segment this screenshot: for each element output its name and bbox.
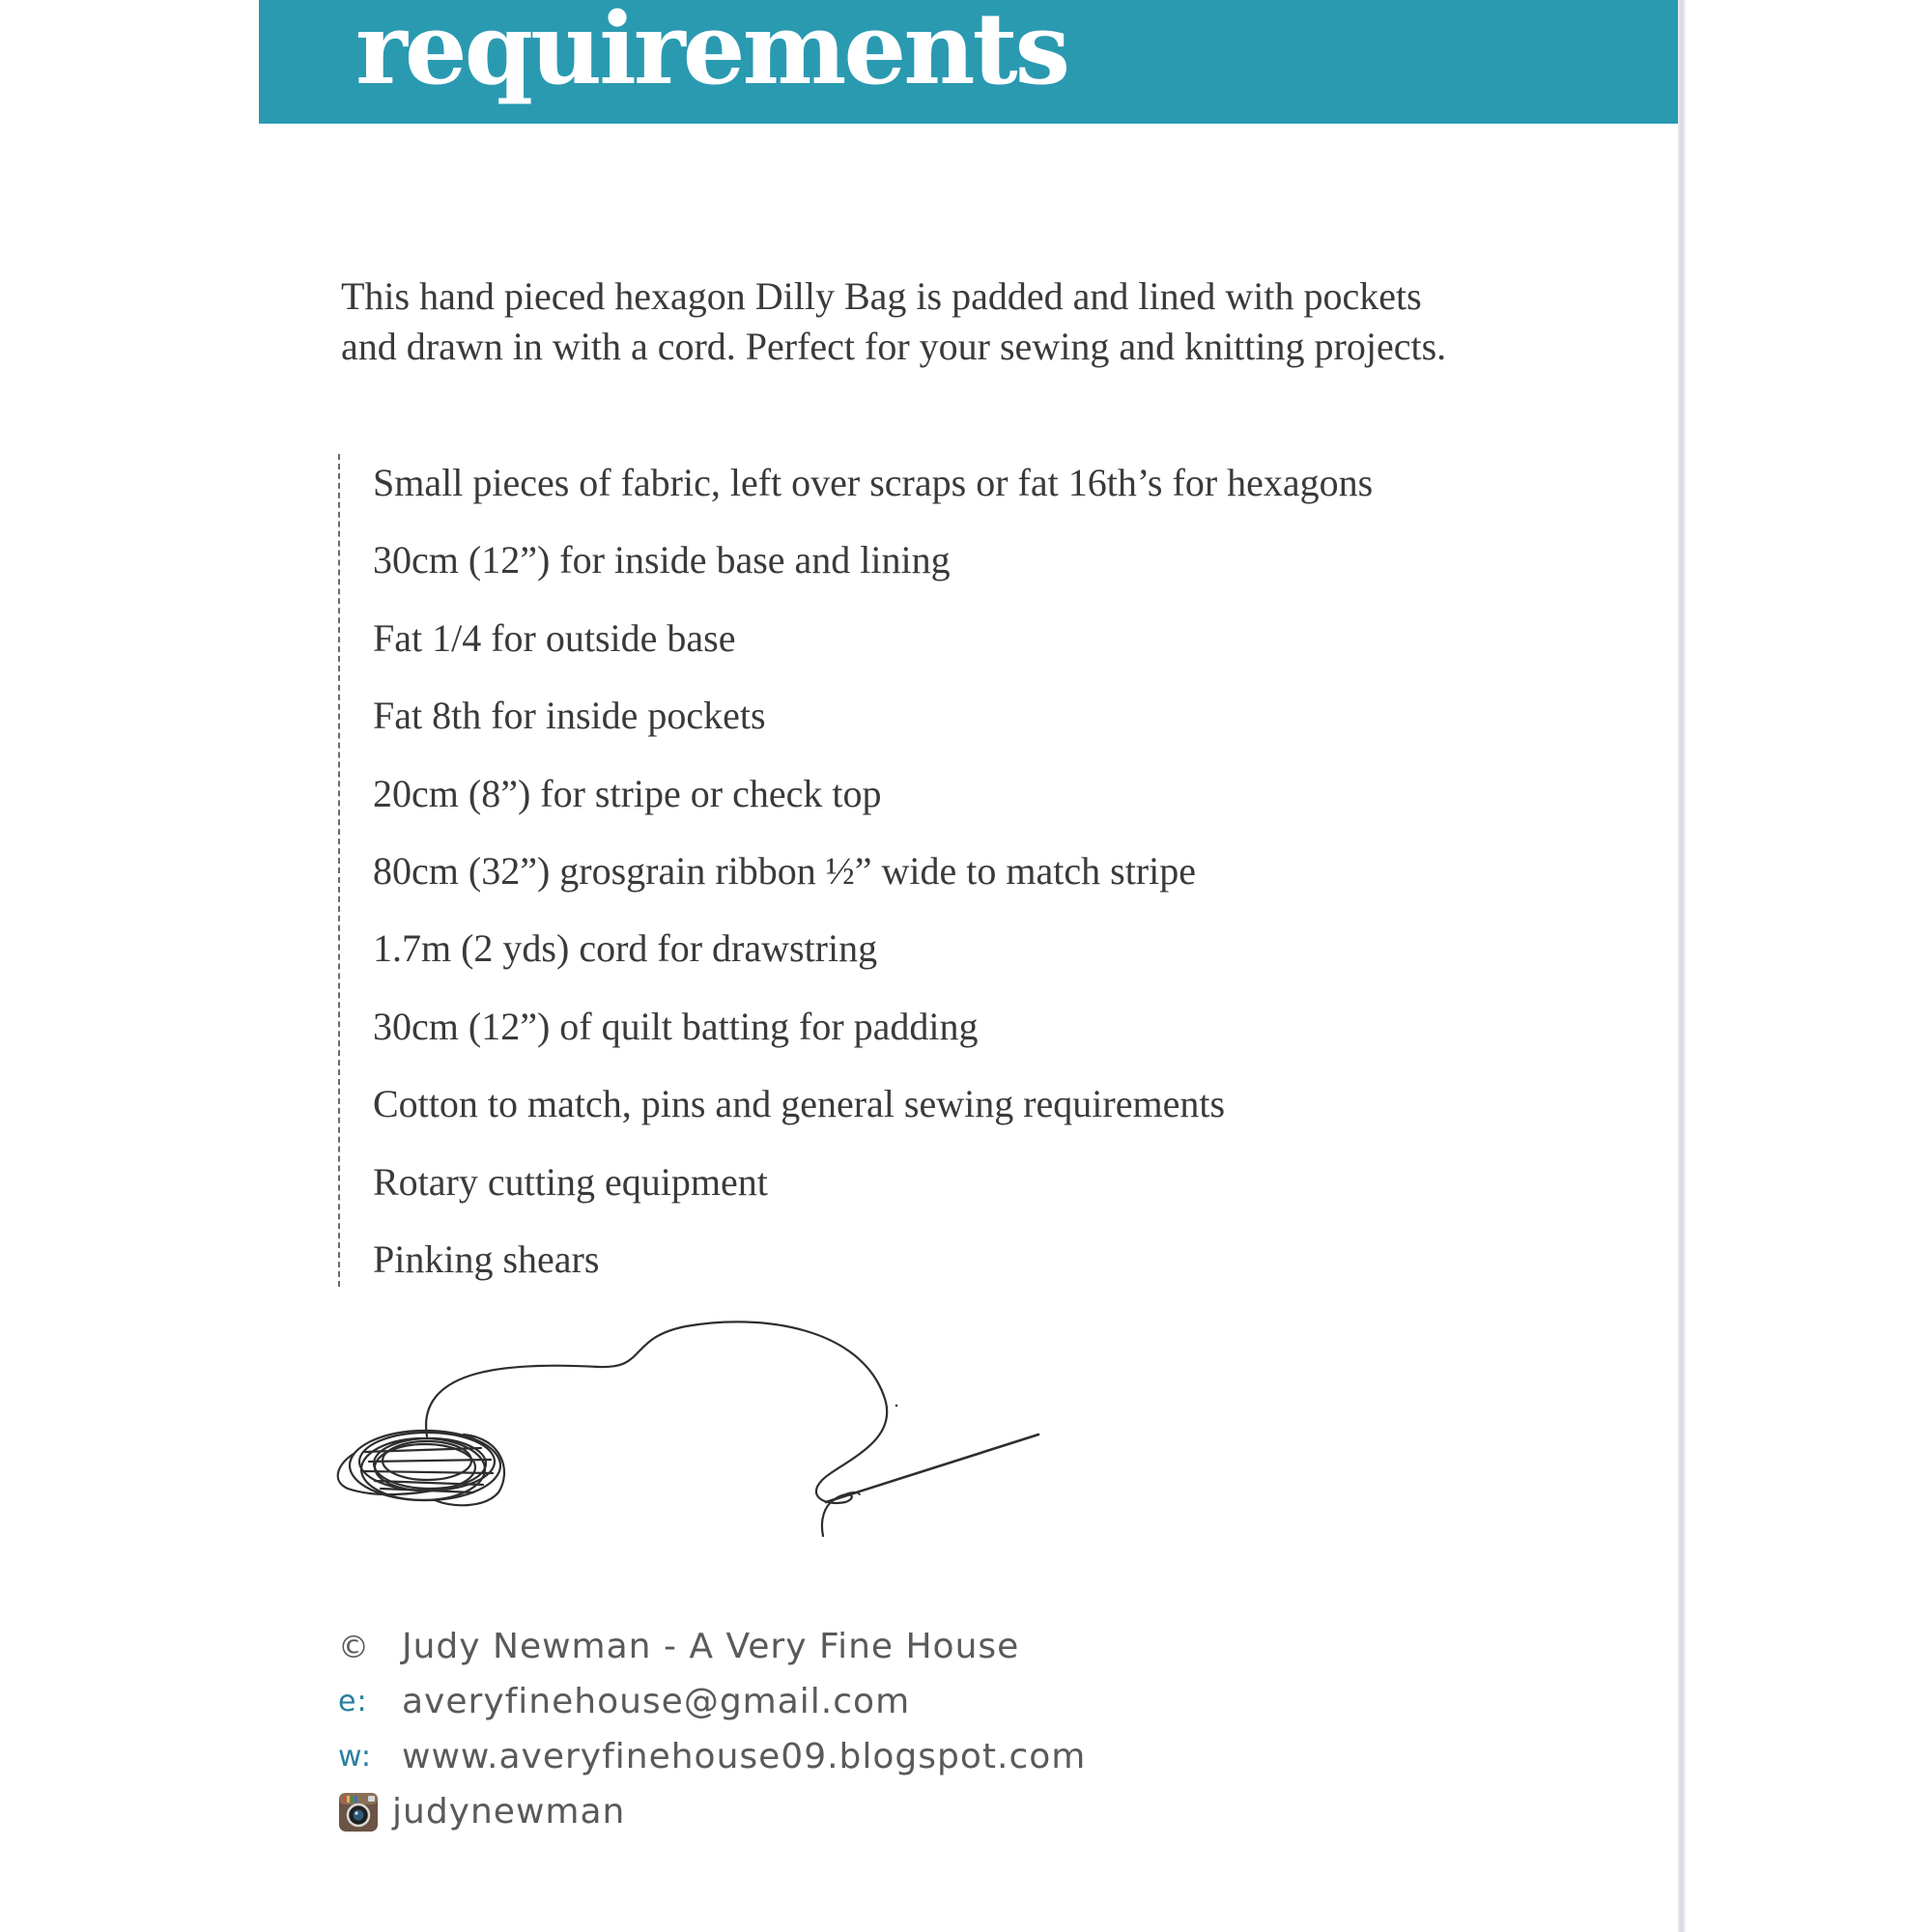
email-row (338, 1674, 1086, 1729)
requirement-item: Small pieces of fabric, left over scraps or fat 16th’s for hexagons (373, 461, 1374, 504)
footer-contact (338, 1619, 1086, 1839)
author-name: Judy Newman - A Very Fine House (402, 1627, 1020, 1666)
thread-line (426, 1321, 887, 1536)
requirement-item: Fat 1/4 for outside base (373, 615, 736, 660)
page-edge-shadow (1678, 0, 1686, 1932)
copyright-icon: © (338, 1628, 370, 1665)
requirement-item: 30cm (12”) for inside base and lining (373, 538, 951, 582)
requirement-item: Rotary cutting equipment (373, 1159, 768, 1204)
thread-spool-icon (338, 1431, 504, 1505)
requirement-item: 1.7m (2 yds) cord for drawstring (373, 926, 878, 971)
requirements-list (338, 454, 1532, 1287)
requirement-item: 20cm (8”) for stripe or check top (373, 771, 882, 815)
instagram-row (338, 1784, 1086, 1839)
copyright-row (338, 1619, 1086, 1674)
requirement-item: Cotton to match, pins and general sewing requirements (373, 1082, 1226, 1126)
page-title: requirements (355, 0, 1068, 107)
email-prefix: e: (338, 1685, 368, 1719)
email-address: averyfinehouse@gmail.com (402, 1682, 911, 1721)
website-row (338, 1729, 1086, 1784)
requirement-item: 30cm (12”) of quilt batting for padding (373, 1004, 979, 1048)
requirement-item: Pinking shears (373, 1236, 600, 1281)
instagram-icon (338, 1792, 379, 1833)
intro-paragraph: This hand pieced hexagon Dilly Bag is padded and lined with pockets and drawn in with a cord. Perfect for your sewing and knitting projects. (341, 274, 1447, 368)
website-prefix: w: (338, 1740, 373, 1774)
instagram-handle: judynewman (392, 1792, 626, 1832)
website-url: www.averyfinehouse09.blogspot.com (402, 1737, 1087, 1776)
needle-icon (826, 1435, 1038, 1502)
requirement-item: 80cm (32”) grosgrain ribbon ½” wide to match stripe (373, 848, 1196, 893)
thread-and-needle-illustration (319, 1309, 1072, 1560)
requirement-item: Fat 8th for inside pockets (373, 694, 766, 738)
